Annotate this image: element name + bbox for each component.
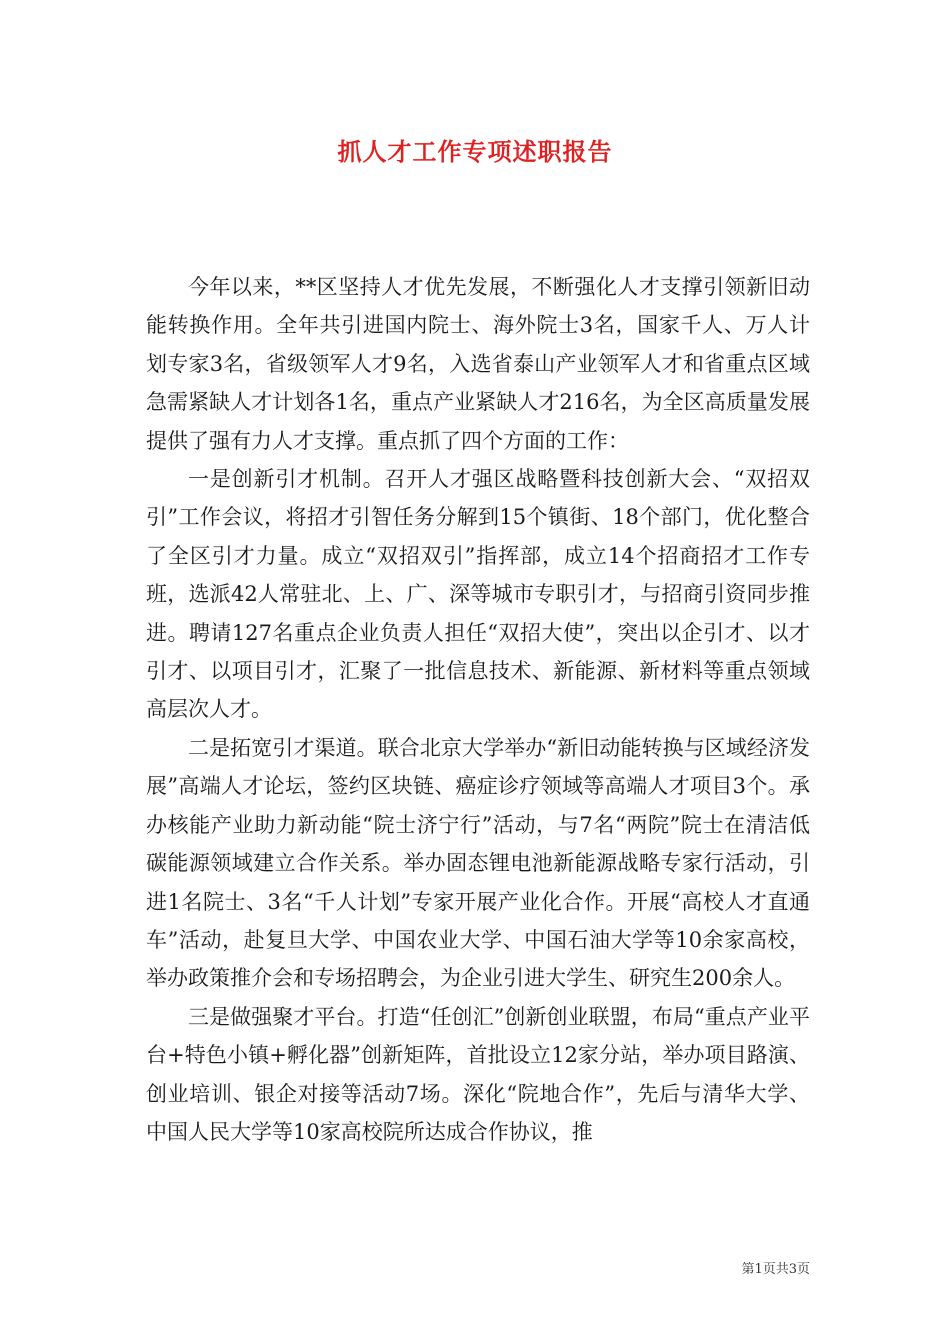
paragraph-intro: 今年以来，**区坚持人才优先发展，不断强化人才支撑引领新旧动能转换作用。全年共引进国内院士、海外院士3名，国家千人、万人计划专家3名，省级领军人才9名，入选省泰山产业领军人才和省重点区域急需紧缺人才计划各1名，重点产业紧缺人才216名，为全区高质量发展提供了强有力人才支撑。重点抓了四个方面的工作：	[146, 275, 810, 453]
paragraph-channels: 二是拓宽引才渠道。联合北京大学举办“新旧动能转换与区域经济发展”高端人才论坛，签约区块链、癌症诊疗领域等高端人才项目3个。承办核能产业助力新动能“院士济宁行”活动，与7名“两院”院士在清洁低碳能源领域建立合作关系。举办固态锂电池新能源战略专家行活动，引进1名院士、3名“千人计划”专家开展产业化合作。开展“高校人才直通车”活动，赴复旦大学、中国农业大学、中国石油大学等10余家高校，举办政策推介会和专场招聘会，为企业引进大学生、研究生200余人。	[146, 735, 810, 991]
paragraph-mechanism: 一是创新引才机制。召开人才强区战略暨科技创新大会、“双招双引”工作会议，将招才引智任务分解到15个镇街、18个部门，优化整合了全区引才力量。成立“双招双引”指挥部，成立14个招商招才工作专班，选派42人常驻北、上、广、深等城市专职引才，与招商引资同步推进。聘请127名重点企业负责人担任“双招大使”，突出以企引才、以才引才、以项目引才，汇聚了一批信息技术、新能源、新材料等重点领域高层次人才。	[146, 467, 810, 722]
paragraph-platform: 三是做强聚才平台。打造“任创汇”创新创业联盟，布局“重点产业平台+特色小镇+孵化器”创新矩阵，首批设立12家分站，举办项目路演、创业培训、银企对接等活动7场。深化“院地合作”，先后与清华大学、中国人民大学等10家高校院所达成合作协议，推	[146, 1004, 810, 1144]
document-title: 抓人才工作专项述职报告	[337, 137, 613, 166]
page-number: 第1页共3页	[741, 1262, 810, 1277]
document-body	[146, 268, 810, 1151]
